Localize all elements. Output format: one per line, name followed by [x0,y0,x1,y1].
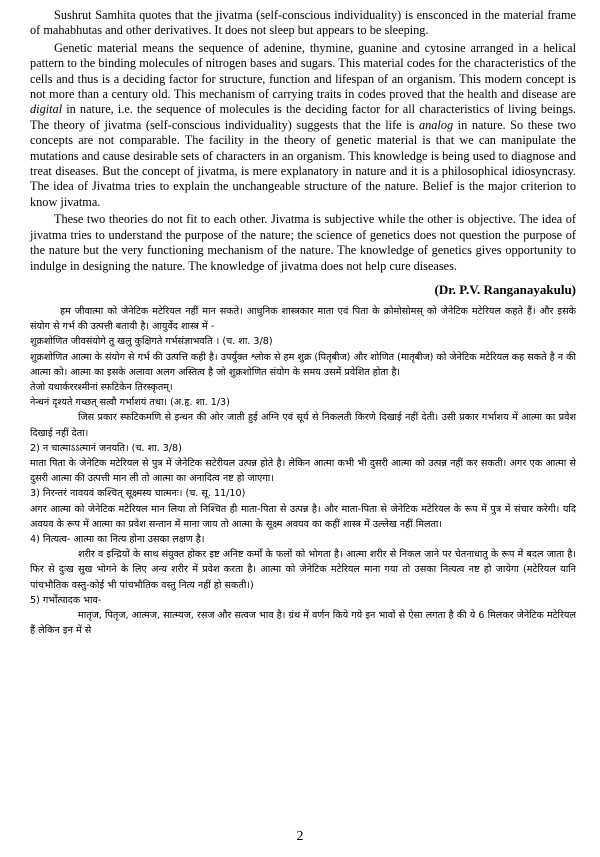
hindi-paragraph: जिस प्रकार स्फटिकमणि से इन्धन की ओर जाती हुई अग्नि एवं सूर्य से निकलती किरणे दिखाई नहीं देती। उसी प्रकार गर्भाशय में आत्मा का प्रवेश दिखाई नहीं देता। [30,412,576,439]
hindi-paragraph: मातृज, पितृज, आत्मज, सात्म्यज, रसज और सत्वज भाव है। ग्रंथ में वर्णन किये गये इन भावों से ऐसा लगता है की ये 6 मिलकर जेनेटिक मटेरियल हैं लेकिन इन में से [30,609,577,637]
sanskrit-verse: 2) न चात्माऽऽत्मानं जनयति। (च. शा. 3/8) [30,442,182,454]
paragraph-3: These two theories do not fit to each other. Jivatma is subjective while the other is objective. The idea of jivatma tries to understand the purpose of the nature; the science of genetics does not question the purpose of the nature but the very functioning mechanism of the nature. The knowledge of genetics gives opportunity to indulge in designing the nature. The knowledge of jivatma does not help cure diseases. [30,212,576,273]
sanskrit-verse: नेन्धनं दृश्यते गच्छत् सत्वौ गर्भाशयं तथा। (अ.हृ. शा. 1/3) [30,397,230,409]
paragraph-2-part-b: in nature, i.e. the sequence of molecules is the deciding factor for all characteristics of living beings. The theory of jivatma (self-conscious individuality) suggests that the life is [30,102,576,132]
page-content [30,8,576,638]
hindi-paragraph: अगर आत्मा को जेनेटिक मटेरियल मान लिया तो निश्चित ही माता-पिता से उत्पन्न है। और माता-पिता से जेनेटिक मटेरियल के रूप में पुत्र में संचार करेगी। यदि अवयव के रूप में आत्मा का प्रवेश सन्तान में माना जाय तो आत्मा के सूक्ष्म अवयव का कहीं शास्त्र में उल्लेख नहीं मिलता। [30,503,576,530]
hindi-paragraph: माता पिता के जेनेटिक मटेरियल से पुत्र में जेनेटिक सटेरीयल उत्पन्न होते है। लेकिन आत्मा कभी भी दुसरी आत्मा को उत्पन्न नहीं कर सकती। अगर एक आत्मा से दुसरी आत्मा की उत्पत्ती मान ली तो आत्मा का अनादित्व नष्ट हो जाएगा। [30,457,576,485]
hindi-paragraph: शुक्रशोणित आत्मा के संयोग से गर्भ की उत्पत्ति कही है। उपर्युक्त श्लोक से हम शुक्र (पितृबीज) और शोणित (मातृबीज) को जेनेटिक मटेरियल कह सकते है न की आत्मा को। आत्मा का इसके अलावा अलग अस्तित्व है जो शुक्रशोणित संयोग के समय उसमें प्रवेशित होता है। [30,351,576,378]
english-section [30,8,576,274]
author-signature: (Dr. P.V. Ranganayakulu) [434,281,576,297]
emphasis-analog: analog [418,117,454,132]
sanskrit-verse: 3) निरन्तरं नावयवं कश्चित् सूक्ष्मस्य चात्मनः। (च. सू. 11/10) [30,488,246,500]
paragraph-2-part-c: in nature. So these two concepts are not comparable. The facility in the theory of genetic material is that we can manipulate the mutations and cause desirable sets of characters in an organism. This knowledge is being used to diagnose and treat diseases. But the concept of jivatma, is mere explanatory in nature and it is a philosophical idiosyncrasy. The idea of Jivatma tries to explain the unchangeable structure of the nature. Belief is the major criterion to know jivatma. [30,117,576,209]
section-heading: 5) गर्भोत्पादक भाव- [30,594,102,606]
paragraph-1: Sushrut Samhita quotes that the jivatma (self-conscious individuality) is ensconced in the material frame of mahabhutas and other derivatives. It does not sleep but appears to be sleeping. [30,8,576,38]
emphasis-digital: digital [30,102,63,117]
paragraph-2 [30,41,576,210]
sanskrit-verse: तेजो यथार्कररश्मीनां स्फटिकेन तिरस्कृतम्। [30,381,173,393]
paragraph-2-part-a: Genetic material means the sequence of adenine, thymine, guanine and cytosine arranged in a helical pattern to the binding molecules of nitrogen bases and sugars. This material codes for the characteristics of the cells and thus is a deciding factor for structure, function and lifespan of an organism. This modern concept is not more than a century old. This mechanism of carrying traits in codes proved that the health and disease are [30,40,576,102]
hindi-paragraph: शरीर व इन्द्रियों के साथ संयुक्त होकर इष्ट अनिष्ट कर्मों के फलों को भोगता है। आत्मा शरीर से निकल जाने पर चेतनाधातु के रूप में बदल जाता है। फिर से दुःख सुख भोगने के लिए अन्य शरीर में प्रवेश करता है। आत्मा को जेनेटिक मटेरियल माना गया तो उसका नित्यत्व नष्ट हो जायेगा (मटेरियल यानि पांचभौतिक वस्तु-कोई भी पांचभौतिक वस्तु नित्य नहीं हो सकती।) [30,549,576,591]
hindi-paragraph: हम जीवात्मा को जेनेटिक मटेरियल नहीं मान सकते। आधुनिक शास्त्रकार माता एवं पिता के क्रोमोसोमस् को जेनेटिक मटेरियल कहते हैं। और इसके संयोग से गर्भ की उत्पत्ती बतायी है। आयुर्वेद शास्त्र में - [30,305,576,333]
section-heading: 4) नित्यत्व- आत्मा का नित्य होना उसका लक्षण है। [30,533,205,545]
sanskrit-verse: शुक्रशोणित जीवसंयोगे तु खलु कुक्षिगते गर्भसंज्ञाभवति । (च. शा. 3/8) [30,336,273,348]
hindi-section [30,304,576,638]
page-number: 2 [296,829,304,844]
